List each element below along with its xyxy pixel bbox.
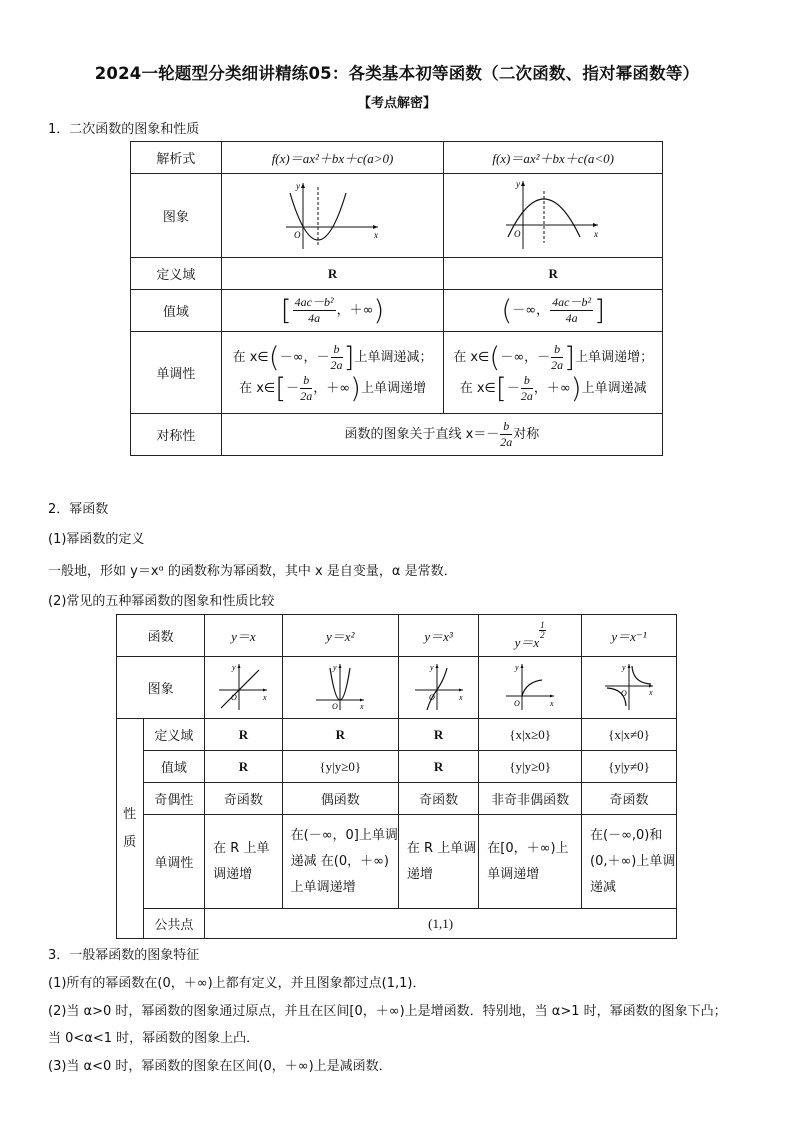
- section2-heading: 2．幂函数: [48, 502, 109, 517]
- cube-graph: [409, 660, 469, 712]
- mono-y-sqrt-x: 在[0，＋∞)上单调递增: [479, 815, 582, 909]
- section1-heading: 1．二次函数的图象和性质: [48, 122, 200, 137]
- func-y-x: y＝x: [205, 615, 282, 657]
- row-label-common-point: 公共点: [143, 909, 205, 939]
- row-label-graph: 图象: [131, 174, 222, 258]
- y-axis-label: y: [232, 662, 236, 672]
- x-axis-label: x: [550, 698, 554, 708]
- section3-p3: (3)当 α<0 时，幂函数的图象在区间(0，＋∞)上是减函数．: [48, 1059, 392, 1074]
- x-axis-label: x: [458, 692, 463, 702]
- monotonicity-a-pos: 在 x∈(－∞，－ $\frac{b}{2a}$ ]上单调递减； 在 x∈[－ $\frac{b}{2a}$ ，＋∞)上单调递增: [221, 332, 444, 414]
- origin-label: O: [514, 228, 521, 239]
- graph-linear: [205, 657, 282, 719]
- page-subtitle: 【考点解密】: [357, 96, 436, 111]
- origin-label: O: [332, 701, 339, 711]
- range-y-x-inv: {y|y≠0}: [582, 751, 677, 783]
- section3-p1: (1)所有的幂函数在(0，＋∞)上都有定义，并且图象都过点(1,1)．: [48, 976, 426, 991]
- domain-y-x: R: [205, 719, 282, 751]
- origin-label: O: [621, 688, 627, 698]
- graph-square: [282, 657, 398, 719]
- quadratic-table: [130, 141, 663, 456]
- graph-upward-parabola: [221, 174, 444, 258]
- page-title: 2024一轮题型分类细讲精练05：各类基本初等函数（二次函数、指对幂函数等）: [94, 64, 700, 83]
- origin-label: O: [231, 692, 238, 702]
- row-label-domain: 定义域: [143, 719, 205, 751]
- row-label-range: 值域: [143, 751, 205, 783]
- symmetry-value: 函数的图象关于直线 x＝－ $\frac{b}{2a}$ 对称: [221, 414, 662, 456]
- domain-y-x3: R: [398, 719, 478, 751]
- section2-sub1: (1)幂函数的定义: [48, 532, 145, 547]
- row-label-range: 值域: [131, 290, 222, 332]
- range-y-x: R: [205, 751, 282, 783]
- range-a-neg: (－∞， $\frac{\text{4ac－b²}}{4a}$ ]: [444, 290, 663, 332]
- row-label-symmetry: 对称性: [131, 414, 222, 456]
- domain-y-x2: R: [282, 719, 398, 751]
- func-y-x-inv: y＝x⁻¹: [582, 615, 677, 657]
- square-graph: [310, 660, 370, 712]
- y-axis-label: y: [515, 662, 519, 672]
- y-axis-label: y: [516, 178, 521, 189]
- linear-graph: [213, 660, 273, 712]
- x-axis-label: x: [360, 701, 364, 711]
- domain-y-sqrt-x: {x|x≥0}: [479, 719, 582, 751]
- origin-label: O: [514, 698, 520, 708]
- row-label-graph: 图象: [117, 657, 205, 719]
- x-axis-label: x: [373, 229, 378, 240]
- col-label-function: 函数: [117, 615, 205, 657]
- y-axis-label: y: [622, 662, 626, 672]
- range-y-sqrt-x: {y|y≥0}: [479, 751, 582, 783]
- row-label-domain: 定义域: [131, 258, 222, 290]
- formula-a-neg: f(x)＝ax²＋bx＋c(a<0): [444, 142, 663, 174]
- origin-label: O: [293, 229, 301, 240]
- row-label-formula: 解析式: [131, 142, 222, 174]
- section2-sub2: (2)常见的五种幂函数的图象和性质比较: [48, 594, 275, 609]
- row-label-monotonicity: 单调性: [131, 332, 222, 414]
- monotonicity-a-neg: 在 x∈(－∞，－ $\frac{b}{2a}$ ]上单调递增； 在 x∈[－ $\frac{b}{2a}$ ，＋∞)上单调递减: [444, 332, 663, 414]
- x-axis-label: x: [263, 692, 267, 702]
- downward-parabola-graph: [498, 175, 608, 253]
- reciprocal-graph: [599, 660, 659, 712]
- row-label-parity: 奇偶性: [143, 783, 205, 815]
- domain-y-x-inv: {x|x≠0}: [582, 719, 677, 751]
- parity-y-x2: 偶函数: [282, 783, 398, 815]
- row-group-properties: 性质: [117, 719, 144, 939]
- upward-parabola-graph: [278, 175, 388, 253]
- graph-reciprocal: [582, 657, 677, 719]
- power-function-definition: 一般地，形如 y＝xᵅ 的函数称为幂函数，其中 x 是自变量，α 是常数．: [48, 564, 457, 579]
- section3-p2a: (2)当 α>0 时，幂函数的图象通过原点，并且在区间[0，＋∞)上是增函数．特别地，当 α>1 时，幂函数的图象下凸；: [48, 1004, 727, 1019]
- x-axis-label: x: [649, 687, 653, 697]
- y-axis-label: y: [333, 662, 337, 672]
- row-label-monotonicity: 单调性: [143, 815, 205, 909]
- x-axis-label: x: [594, 228, 599, 239]
- mono-y-x-inv: 在(－∞,0)和(0,＋∞)上单调递减: [582, 815, 677, 909]
- range-y-x3: R: [398, 751, 478, 783]
- parity-y-x3: 奇函数: [398, 783, 478, 815]
- parity-y-x-inv: 奇函数: [582, 783, 677, 815]
- mono-y-x2: 在(－∞，0]上单调递减 在(0，＋∞)上单调递增: [282, 815, 398, 909]
- graph-downward-parabola: [444, 174, 663, 258]
- range-y-x2: {y|y≥0}: [282, 751, 398, 783]
- domain-a-pos: R: [221, 258, 444, 290]
- func-y-x3: y＝x³: [398, 615, 478, 657]
- y-axis-label: y: [429, 662, 434, 672]
- range-a-pos: [ $\frac{\text{4ac－b²}}{4a}$ ，＋∞): [221, 290, 444, 332]
- parity-y-sqrt-x: 非奇非偶函数: [479, 783, 582, 815]
- graph-sqrt: [479, 657, 582, 719]
- func-y-x2: y＝x²: [282, 615, 398, 657]
- mono-y-x3: 在 R 上单调递增: [398, 815, 478, 909]
- section3-heading: 3．一般幂函数的图象特征: [48, 948, 200, 963]
- origin-label: O: [428, 692, 435, 702]
- common-point-value: (1,1): [205, 909, 677, 939]
- parity-y-x: 奇函数: [205, 783, 282, 815]
- sqrt-graph: [500, 660, 560, 712]
- power-function-table: [116, 614, 677, 939]
- formula-a-pos: f(x)＝ax²＋bx＋c(a>0): [221, 142, 444, 174]
- section3-p2b: 当 0<α<1 时，幂函数的图象上凸．: [48, 1031, 260, 1046]
- mono-y-x: 在 R 上单调递增: [205, 815, 282, 909]
- domain-a-neg: R: [444, 258, 663, 290]
- func-y-sqrt-x: y＝x $\frac{1}{2}$: [479, 615, 582, 657]
- y-axis-label: y: [295, 180, 300, 191]
- graph-cube: [398, 657, 478, 719]
